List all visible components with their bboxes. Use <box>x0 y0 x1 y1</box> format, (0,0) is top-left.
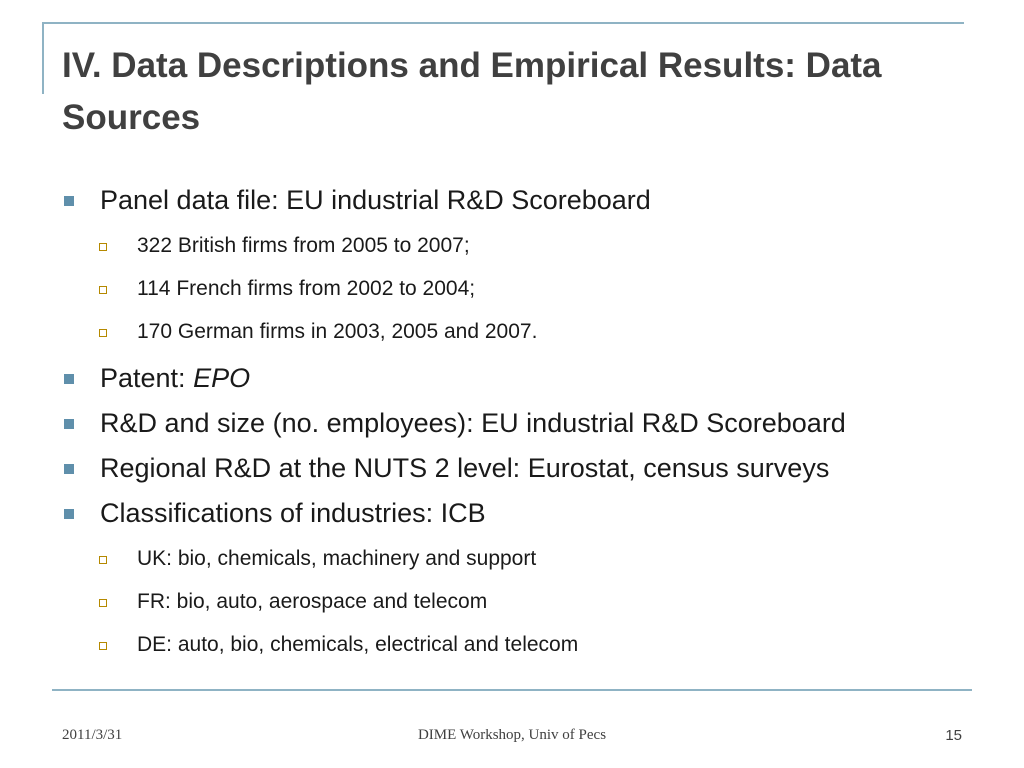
bullet-text: Classifications of industries: ICB <box>100 498 486 528</box>
hollow-square-bullet-icon <box>99 599 107 607</box>
sub-bullet-text: DE: auto, bio, chemicals, electrical and telecom <box>137 633 579 656</box>
bullet-classifications <box>62 497 962 529</box>
sub-bullet-de <box>62 632 962 658</box>
title-frame-top-line <box>42 22 964 24</box>
square-bullet-icon <box>64 374 74 384</box>
title-frame-left-line <box>42 22 44 94</box>
sub-bullet-text: UK: bio, chemicals, machinery and support <box>137 547 537 570</box>
bullet-text-prefix: Patent: <box>100 363 194 393</box>
sub-bullet-text: 114 French firms from 2002 to 2004; <box>137 277 476 300</box>
footer-divider <box>52 689 972 691</box>
sub-bullet-german-firms <box>62 319 962 345</box>
hollow-square-bullet-icon <box>99 642 107 650</box>
square-bullet-icon <box>64 509 74 519</box>
hollow-square-bullet-icon <box>99 556 107 564</box>
bullet-patent <box>62 362 962 394</box>
hollow-square-bullet-icon <box>99 243 107 251</box>
bullet-regional-rd <box>62 452 962 484</box>
square-bullet-icon <box>64 464 74 474</box>
bullet-text-italic: EPO <box>193 363 251 393</box>
sub-bullet-text: 170 German firms in 2003, 2005 and 2007. <box>137 320 538 343</box>
bullet-text: Panel data file: EU industrial R&D Scoreboard <box>100 185 651 215</box>
hollow-square-bullet-icon <box>99 329 107 337</box>
hollow-square-bullet-icon <box>99 286 107 294</box>
bullet-text: R&D and size (no. employees): EU industrial R&D Scoreboard <box>100 408 846 438</box>
sub-bullet-fr <box>62 589 962 615</box>
page-number: 15 <box>945 727 962 744</box>
slide-title: IV. Data Descriptions and Empirical Results: Data Sources <box>62 46 882 137</box>
sub-bullet-british-firms <box>62 233 962 259</box>
footer-event: DIME Workshop, Univ of Pecs <box>417 727 607 743</box>
bullet-panel-data <box>62 184 962 216</box>
footer-date: 2011/3/31 <box>62 727 123 743</box>
sub-bullet-french-firms <box>62 276 962 302</box>
bullet-rd-size <box>62 407 962 439</box>
sub-bullet-uk <box>62 546 962 572</box>
sub-bullet-text: 322 British firms from 2005 to 2007; <box>137 234 470 257</box>
sub-bullet-text: FR: bio, auto, aerospace and telecom <box>137 590 488 613</box>
square-bullet-icon <box>64 419 74 429</box>
slide-content <box>62 184 962 675</box>
square-bullet-icon <box>64 196 74 206</box>
bullet-text: Regional R&D at the NUTS 2 level: Eurostat, census surveys <box>100 453 830 483</box>
